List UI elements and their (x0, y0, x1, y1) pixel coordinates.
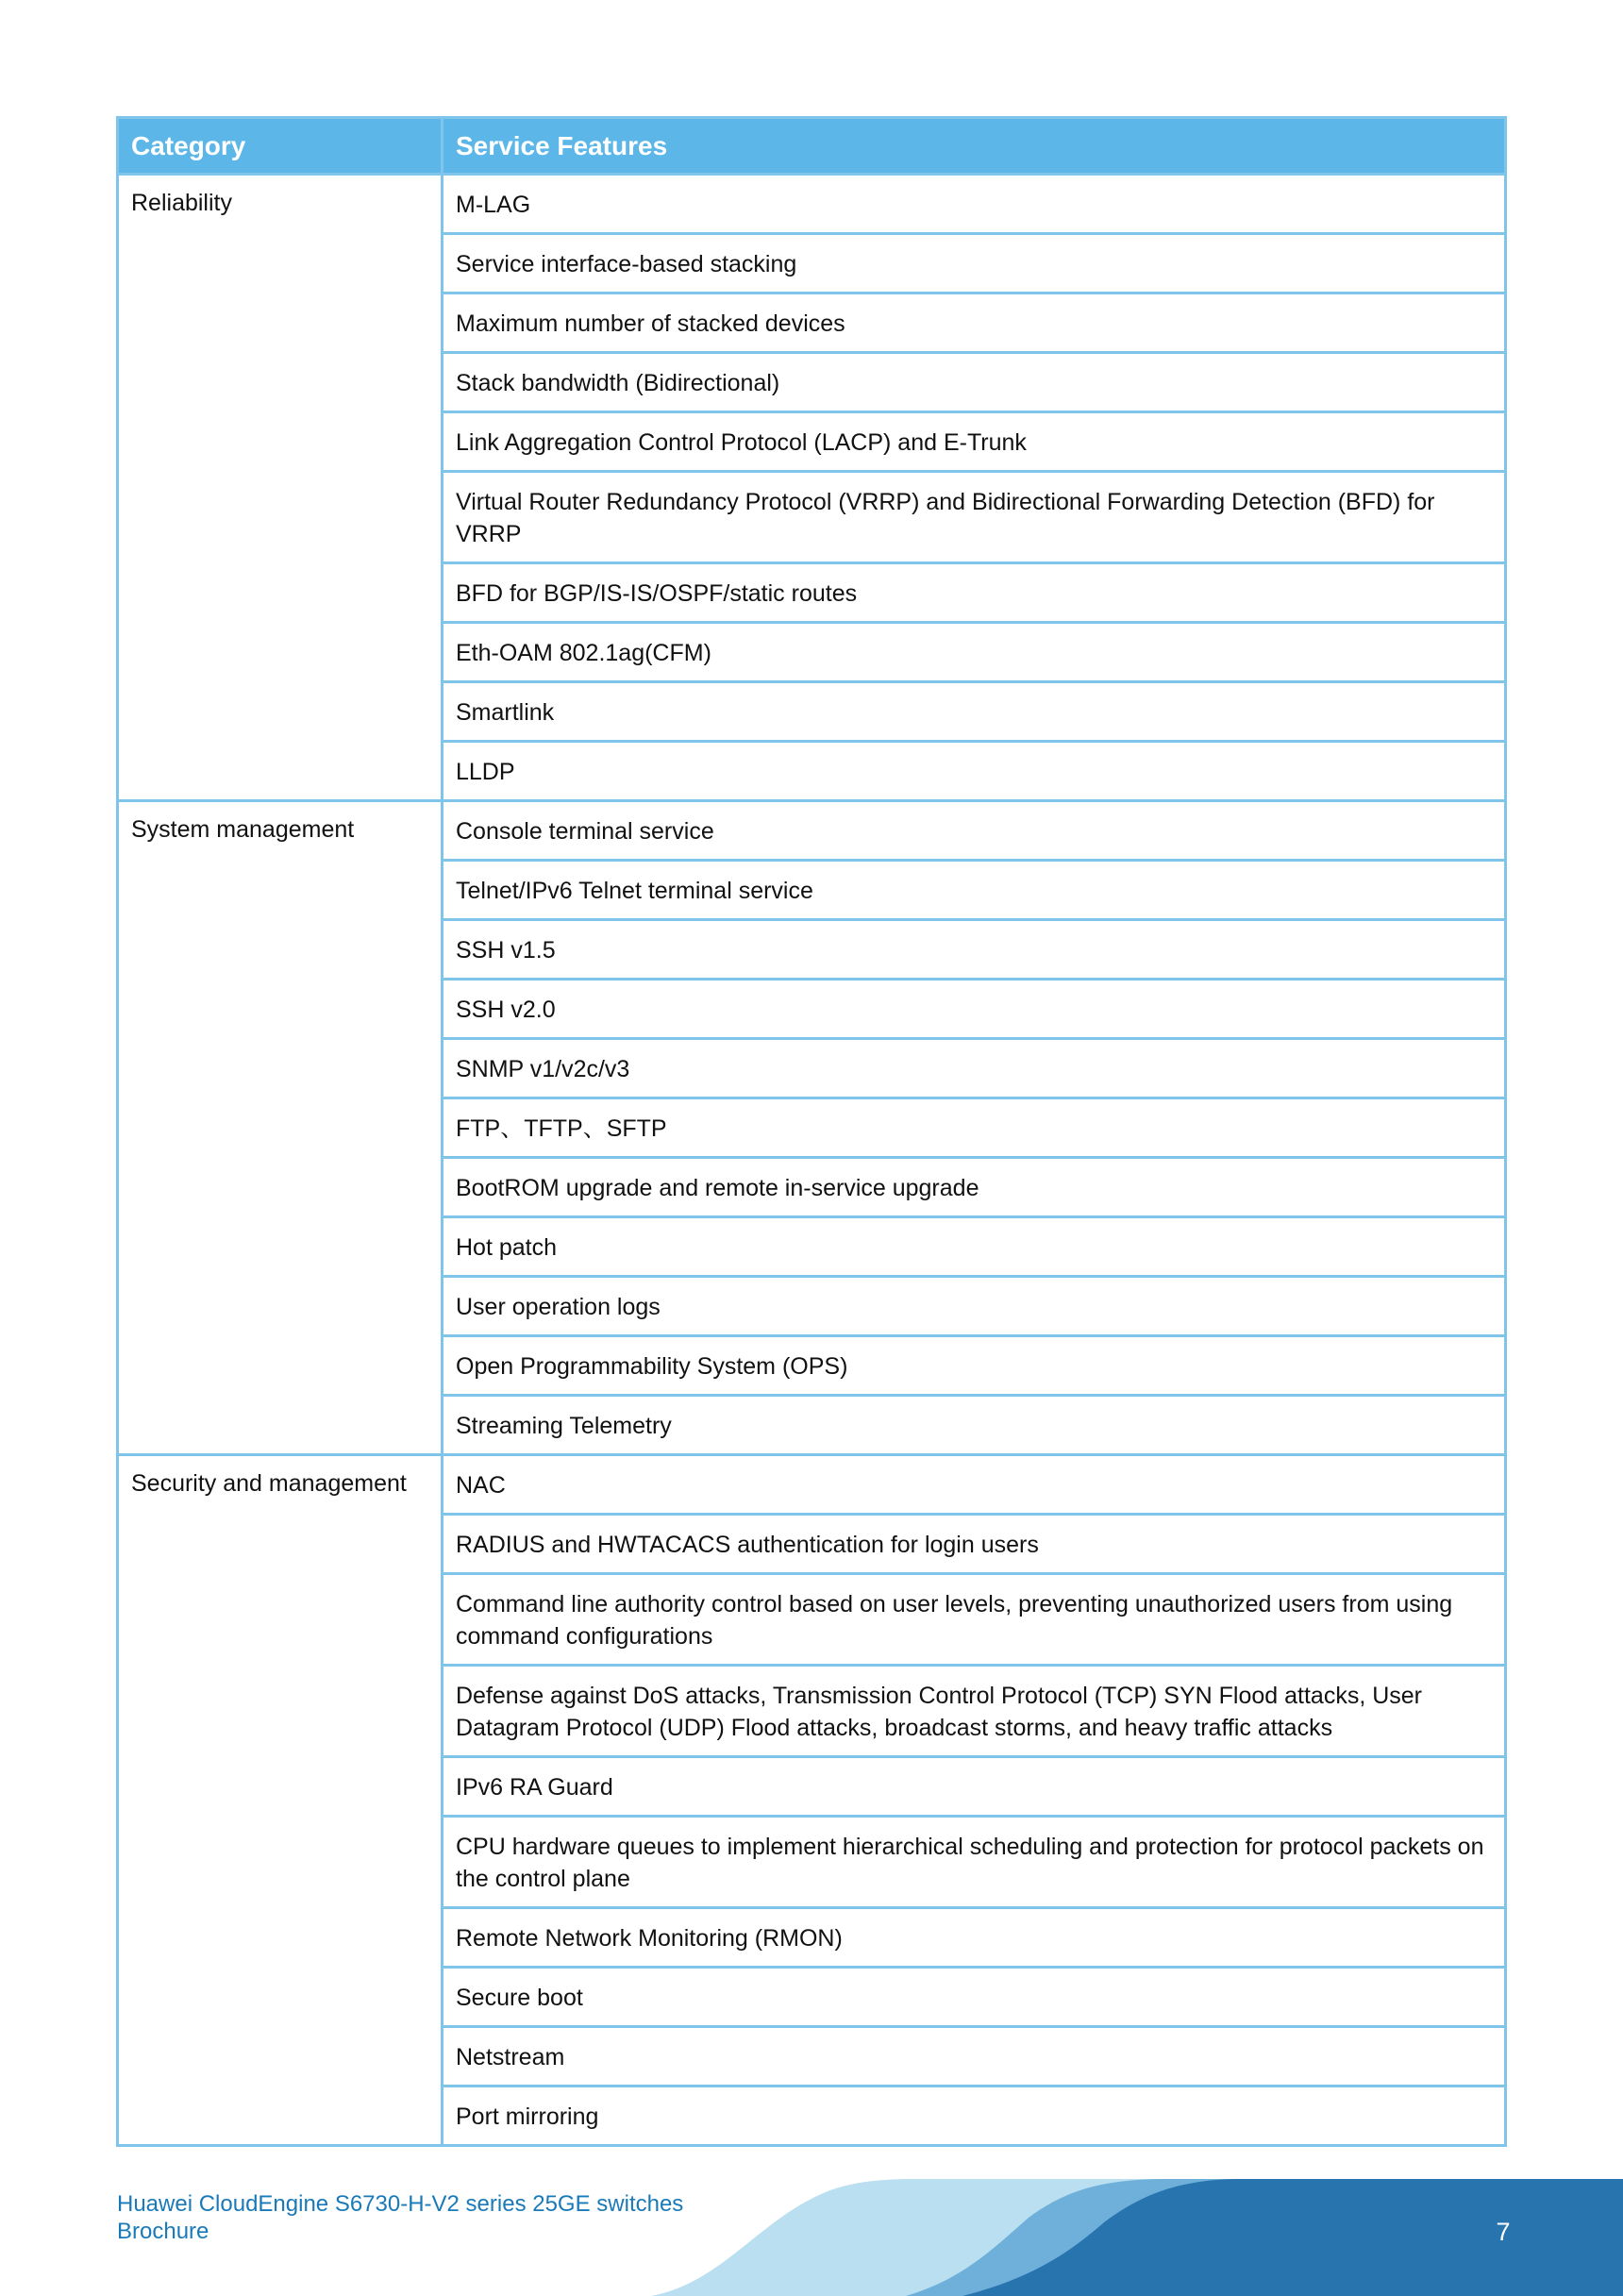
features-list (443, 176, 1504, 799)
feature-row: Smartlink (443, 683, 1504, 743)
feature-row: Defense against DoS attacks, Transmission Control Protocol (TCP) SYN Flood attacks, User Datagram Protocol (UDP) Flood attacks, broadcast storms, and heavy traffic attacks (443, 1667, 1504, 1758)
header-service-features: Service Features (456, 131, 668, 160)
feature-row: CPU hardware queues to implement hierarchical scheduling and protection for protocol packets on the control plane (443, 1818, 1504, 1909)
features-list (443, 1456, 1504, 2144)
feature-row: RADIUS and HWTACACS authentication for login users (443, 1516, 1504, 1575)
footer-title-line1: Huawei CloudEngine S6730-H-V2 series 25GE switches (117, 2191, 684, 2217)
feature-row: Remote Network Monitoring (RMON) (443, 1909, 1504, 1969)
feature-row: SSH v1.5 (443, 921, 1504, 980)
feature-row: Command line authority control based on user levels, preventing unauthorized users from using command configurations (443, 1575, 1504, 1667)
features-list (443, 802, 1504, 1453)
feature-row: Service interface-based stacking (443, 235, 1504, 294)
footer-title-line2: Brochure (117, 2219, 209, 2244)
category-cell: Security and management (119, 1456, 443, 2144)
feature-row: Port mirroring (456, 2103, 599, 2130)
group-system-management (119, 802, 1504, 1456)
feature-row: Open Programmability System (OPS) (443, 1337, 1504, 1397)
feature-row: Eth-OAM 802.1ag(CFM) (443, 624, 1504, 683)
feature-row: SNMP v1/v2c/v3 (443, 1040, 1504, 1099)
feature-row: Link Aggregation Control Protocol (LACP) and E-Trunk (443, 413, 1504, 473)
feature-row: Stack bandwidth (Bidirectional) (443, 354, 1504, 413)
feature-row: NAC (443, 1456, 1504, 1516)
feature-row: Virtual Router Redundancy Protocol (VRRP) and Bidirectional Forwarding Detection (BFD) for VRRP (443, 473, 1504, 564)
feature-row: Console terminal service (443, 802, 1504, 862)
group-security-and-management (119, 1456, 1504, 2144)
feature-row: BFD for BGP/IS-IS/OSPF/static routes (443, 564, 1504, 624)
page-number: 7 (1496, 2218, 1511, 2246)
feature-row: IPv6 RA Guard (443, 1758, 1504, 1818)
header-category: Category (119, 119, 443, 173)
feature-row: FTP、TFTP、SFTP (443, 1099, 1504, 1159)
service-features-table (116, 116, 1507, 2147)
footer-document-title (117, 2190, 683, 2245)
group-reliability (119, 176, 1504, 802)
category-cell: System management (119, 802, 443, 1453)
feature-row: SSH v2.0 (443, 980, 1504, 1040)
feature-row: M-LAG (443, 176, 1504, 235)
feature-row: User operation logs (443, 1278, 1504, 1337)
feature-row: LLDP (456, 759, 515, 785)
feature-row: Netstream (443, 2028, 1504, 2087)
feature-row: Hot patch (443, 1218, 1504, 1278)
feature-row: Streaming Telemetry (456, 1413, 672, 1439)
feature-row: Maximum number of stacked devices (443, 294, 1504, 354)
table-header-row (119, 119, 1504, 176)
feature-row: Telnet/IPv6 Telnet terminal service (443, 862, 1504, 921)
category-cell: Reliability (119, 176, 443, 799)
feature-row: BootROM upgrade and remote in-service upgrade (443, 1159, 1504, 1218)
feature-row: Secure boot (443, 1969, 1504, 2028)
